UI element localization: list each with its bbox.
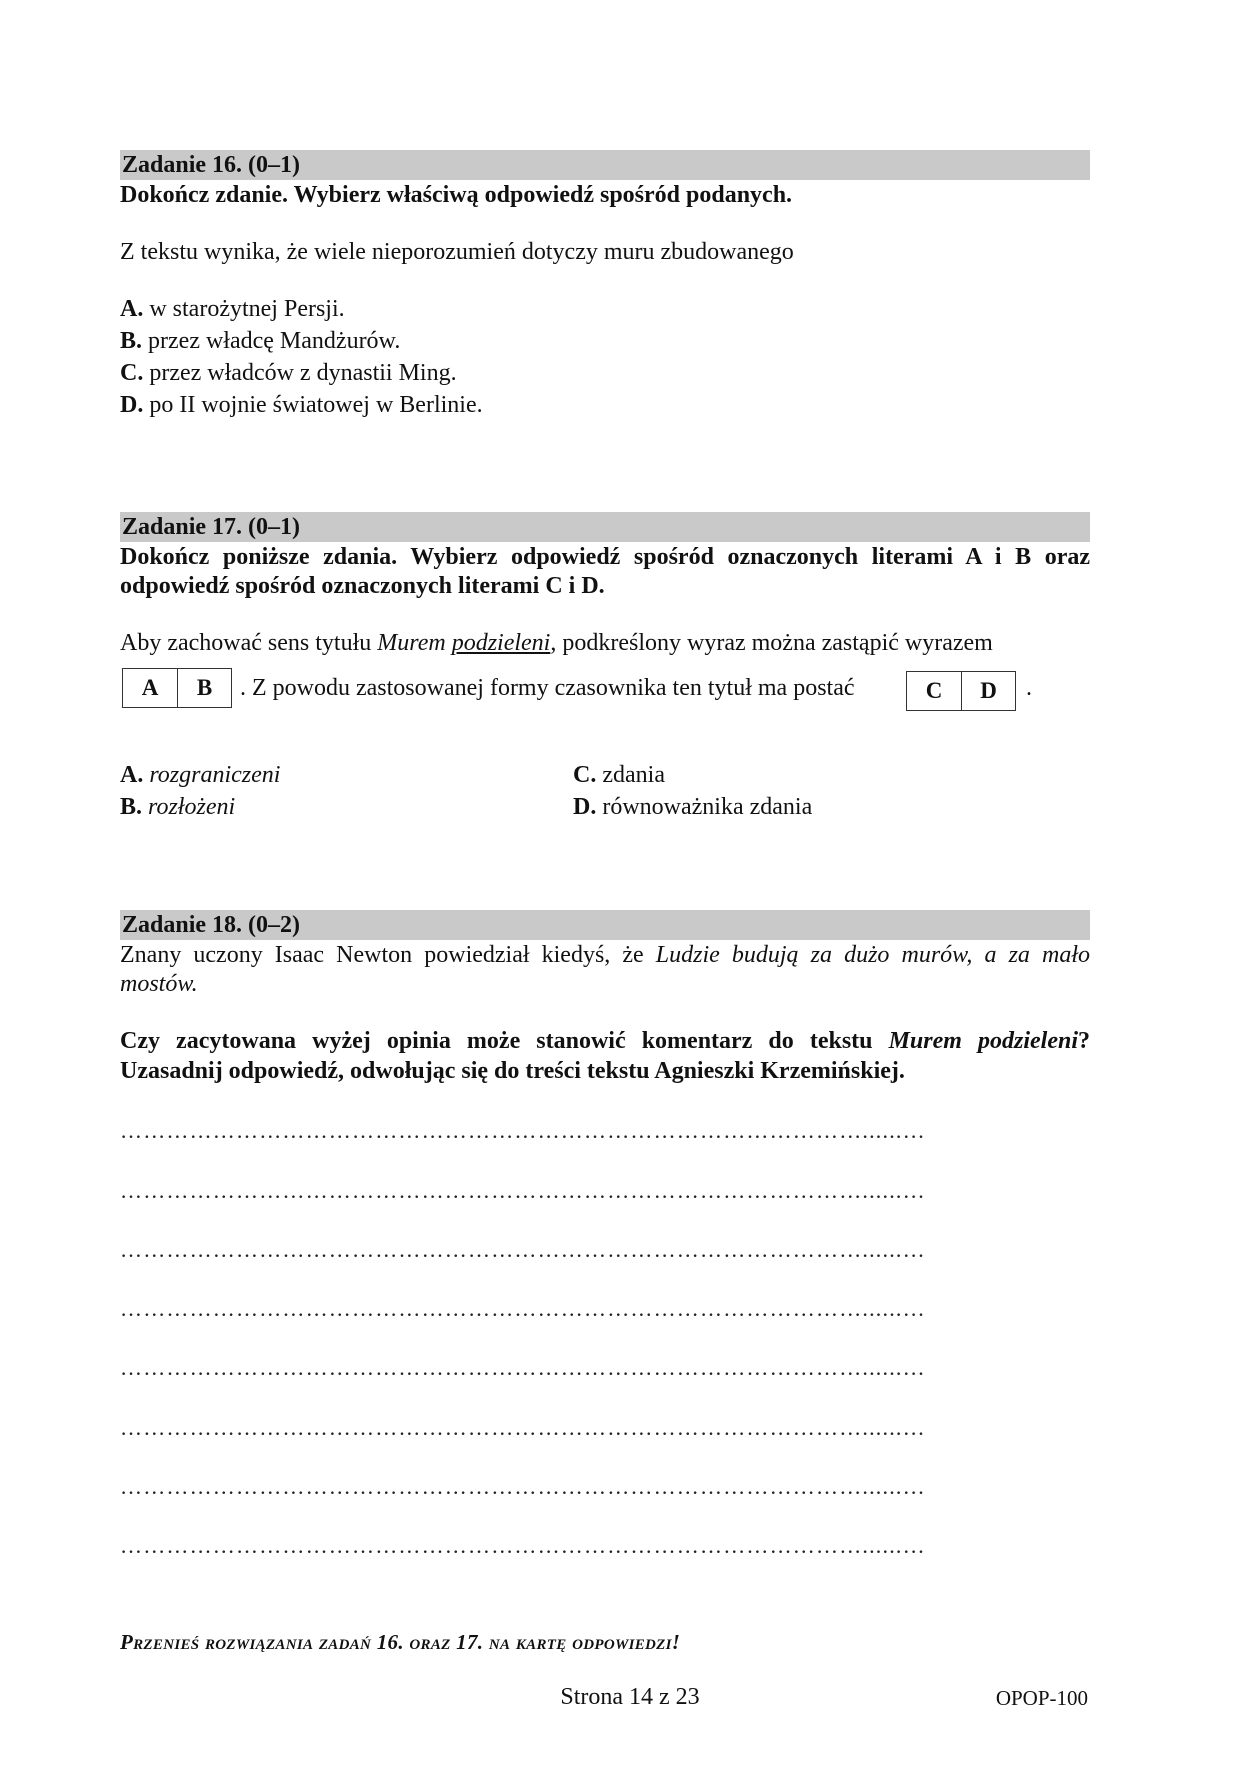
task-16-stem: Z tekstu wynika, że wiele nieporozumień dotyczy muru zbudowanego bbox=[120, 239, 794, 265]
box-cell-c[interactable]: C bbox=[925, 678, 943, 703]
question-mark: ? bbox=[1078, 1028, 1091, 1054]
answer-box-ab bbox=[122, 668, 232, 708]
option-text: rozłożeni bbox=[148, 794, 236, 820]
option-text: zdania bbox=[602, 762, 665, 788]
answer-line[interactable]: ……………………………………………………………………………………......… bbox=[120, 1178, 926, 1203]
exam-code: OPOP-100 bbox=[995, 1686, 1088, 1710]
option-letter: D. bbox=[573, 794, 597, 820]
answer-line[interactable]: ……………………………………………………………………………………......… bbox=[120, 1415, 926, 1440]
option-letter: B. bbox=[120, 794, 143, 820]
page-number: Strona 14 z 23 bbox=[560, 1684, 700, 1710]
title-word: Murem bbox=[377, 630, 446, 656]
newton-quote: Ludzie budują za dużo murów, a za mało bbox=[655, 942, 1091, 968]
task-16-option-d bbox=[120, 390, 1090, 420]
task-17-option-a bbox=[120, 760, 540, 790]
option-text: w starożytnej Persji. bbox=[149, 296, 345, 322]
option-letter: A. bbox=[120, 762, 144, 788]
task-17-instruction-line1: Dokończ poniższe zdania. Wybierz odpowiedź spośród oznaczonych literami A i B oraz bbox=[120, 544, 1090, 570]
option-letter: B. bbox=[120, 328, 143, 354]
stem-text-end: , podkreślony wyraz można zastąpić wyrazem bbox=[550, 630, 993, 656]
task-18-question-line1 bbox=[120, 1026, 1090, 1056]
task-16-instruction: Dokończ zdanie. Wybierz właściwą odpowiedź spośród podanych. bbox=[120, 182, 793, 208]
question-text: Czy zacytowana wyżej opinia może stanowić komentarz do tekstu bbox=[120, 1028, 889, 1054]
task-17-option-d bbox=[573, 792, 1073, 822]
option-text: równoważnika zdania bbox=[602, 794, 813, 820]
answer-line[interactable]: ……………………………………………………………………………………......… bbox=[120, 1474, 926, 1499]
answer-box-cd bbox=[906, 671, 1016, 711]
option-letter: C. bbox=[120, 360, 144, 386]
option-letter: A. bbox=[120, 296, 144, 322]
option-text: rozgraniczeni bbox=[149, 762, 281, 788]
answer-line[interactable]: ……………………………………………………………………………………......… bbox=[120, 1533, 926, 1558]
answer-line[interactable]: ……………………………………………………………………………………......… bbox=[120, 1296, 926, 1321]
task-17-header: Zadanie 17. (0–1) bbox=[120, 512, 1090, 542]
question-title: Murem podzieleni bbox=[888, 1028, 1079, 1054]
task-17-stem bbox=[120, 628, 1090, 658]
box-cell-d[interactable]: D bbox=[961, 672, 1015, 710]
option-text: po II wojnie światowej w Berlinie. bbox=[149, 392, 483, 418]
option-letter: C. bbox=[573, 762, 597, 788]
task-17-end-punct: . bbox=[1026, 675, 1032, 701]
underlined-word: podzieleni bbox=[451, 630, 551, 656]
intro-text: Znany uczony Isaac Newton powiedział kiedyś, że bbox=[120, 942, 656, 968]
task-16-header: Zadanie 16. (0–1) bbox=[120, 150, 1090, 180]
option-letter: D. bbox=[120, 392, 144, 418]
answer-line[interactable]: ……………………………………………………………………………………......… bbox=[120, 1118, 926, 1143]
task-17-option-c bbox=[573, 760, 1073, 790]
task-17-option-b bbox=[120, 792, 540, 822]
option-text: przez władcę Mandżurów. bbox=[148, 328, 401, 354]
task-16-option-b bbox=[120, 326, 1090, 356]
box-cell-a[interactable]: A bbox=[141, 675, 159, 700]
task-17-middle-text: . Z powodu zastosowanej formy czasownika ten tytuł ma postać bbox=[240, 675, 855, 701]
task-16-option-a bbox=[120, 294, 1090, 324]
task-18-header: Zadanie 18. (0–2) bbox=[120, 910, 1090, 940]
box-cell-b[interactable]: B bbox=[177, 669, 231, 707]
transfer-note: Przenieś rozwiązania zadań 16. oraz 17. na kartę odpowiedzi! bbox=[120, 1630, 681, 1654]
option-text: przez władców z dynastii Ming. bbox=[149, 360, 457, 386]
task-18-intro-line1 bbox=[120, 940, 1090, 970]
task-16-option-c bbox=[120, 358, 1090, 388]
answer-line[interactable]: ……………………………………………………………………………………......… bbox=[120, 1355, 926, 1380]
answer-line[interactable]: ……………………………………………………………………………………......… bbox=[120, 1237, 926, 1262]
task-18-intro-line2: mostów. bbox=[120, 971, 198, 997]
task-17-instruction-line2: odpowiedź spośród oznaczonych literami C i D. bbox=[120, 573, 605, 599]
stem-text: Aby zachować sens tytułu bbox=[120, 630, 378, 656]
task-18-question-line2: Uzasadnij odpowiedź, odwołując się do treści tekstu Agnieszki Krzemińskiej. bbox=[120, 1058, 905, 1084]
